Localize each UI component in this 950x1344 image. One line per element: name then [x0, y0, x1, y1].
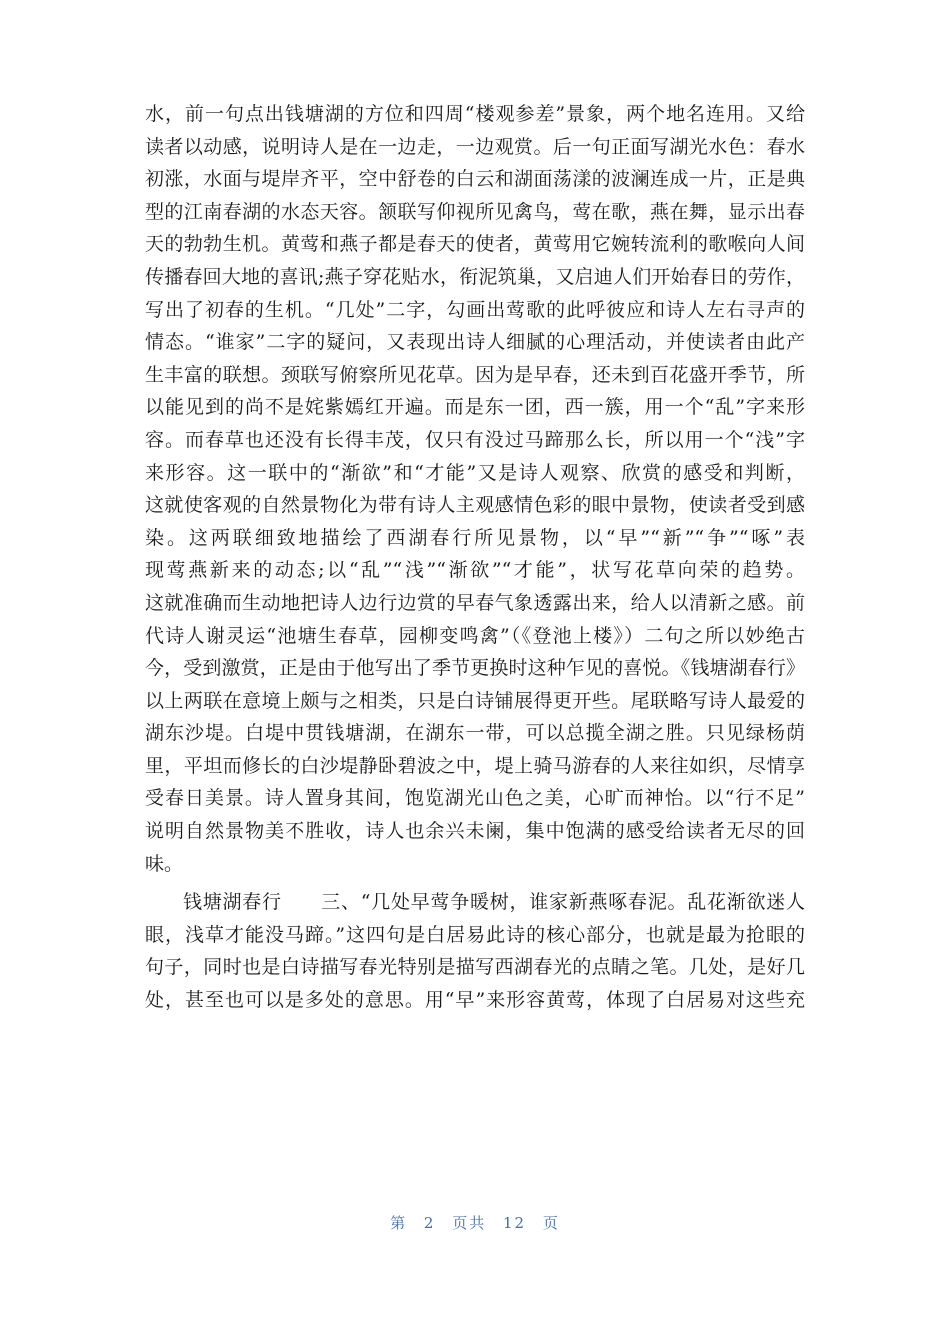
text-line: 情态。“谁家”二字的疑问，又表现出诗人细腻的心理活动，并使读者由此产: [145, 331, 805, 354]
text-line: 句子，同时也是白诗描写春光特别是描写西湖春光的点睛之笔。几处，是好几: [145, 956, 805, 979]
text-line: 以上两联在意境上颇与之相类，只是白诗铺展得更开些。尾联略写诗人最爱的: [145, 689, 805, 712]
text-line: 染。这两联细致地描绘了西湖春行所见景物，以“早”“新”“争”“啄”表: [145, 526, 805, 549]
text-line: 现莺燕新来的动态;以“乱”“浅”“渐欲”“才能”，状写花草向荣的趋势。: [145, 559, 805, 582]
current-page-number: 2: [423, 1214, 436, 1232]
text-line: 来形容。这一联中的“渐欲”和“才能”又是诗人观察、欣赏的感受和判断，: [145, 461, 805, 484]
text-line: 受春日美景。诗人置身其间，饱览湖光山色之美，心旷而神怡。以“行不足”: [145, 787, 805, 810]
text-line: 读者以动感，说明诗人是在一边走，一边观赏。后一句正面写湖光水色：春水: [145, 135, 805, 158]
text-line: 处，甚至也可以是多处的意思。用“早”来形容黄莺，体现了白居易对这些充: [145, 989, 805, 1012]
text-line: 眼，浅草才能没马蹄。”这四句是白居易此诗的核心部分，也就是最为抢眼的: [145, 923, 805, 946]
total-pages-number: 12: [503, 1214, 527, 1232]
text-line: 写出了初春的生机。“几处”二字，勾画出莺歌的此呼彼应和诗人左右寻声的: [145, 298, 805, 321]
text-line: 说明自然景物美不胜收，诗人也余兴未阑，集中饱满的感受给读者无尽的回: [145, 820, 805, 843]
paragraph-2: [145, 886, 805, 1016]
text-line: 代诗人谢灵运“池塘生春草，园柳变鸣禽”（《登池上楼》）二句之所以妙绝古: [145, 624, 805, 647]
text-line: 型的江南春湖的水态天容。颔联写仰视所见禽鸟，莺在歌，燕在舞，显示出春: [145, 200, 805, 223]
footer-label-pages: 页: [542, 1214, 560, 1232]
text-line: 传播春回大地的喜讯;燕子穿花贴水，衔泥筑巢，又启迪人们开始春日的劳作，: [145, 265, 805, 288]
text-line: 天的勃勃生机。黄莺和燕子都是春天的使者，黄莺用它婉转流利的歌喉向人间: [145, 233, 805, 256]
footer-label-page: 第: [390, 1214, 408, 1232]
text-line: 里，平坦而修长的白沙堤静卧碧波之中，堤上骑马游春的人来往如织，尽情享: [145, 754, 805, 777]
text-line: 这就使客观的自然景物化为带有诗人主观感情色彩的眼中景物，使读者受到感: [145, 494, 805, 517]
body-text: [145, 98, 805, 1017]
footer-label-of: 页共: [452, 1214, 487, 1232]
text-line: 生丰富的联想。颈联写俯察所见花草。因为是早春，还未到百花盛开季节，所: [145, 363, 805, 386]
text-line: 湖东沙堤。白堤中贯钱塘湖，在湖东一带，可以总揽全湖之胜。只见绿杨荫: [145, 722, 805, 745]
page-number-footer: [0, 1212, 950, 1233]
text-line: 以能见到的尚不是姹紫嫣红开遍。而是东一团，西一簇，用一个“乱”字来形: [145, 396, 805, 419]
text-line: 水，前一句点出钱塘湖的方位和四周“楼观参差”景象，两个地名连用。又给: [145, 103, 805, 125]
text-line: 这就准确而生动地把诗人边行边赏的早春气象透露出来，给人以清新之感。前: [145, 591, 805, 614]
text-line: 初涨，水面与堤岸齐平，空中舒卷的白云和湖面荡漾的波澜连成一片，正是典: [145, 168, 805, 191]
text-line: 味。: [145, 852, 184, 875]
text-line: 容。而春草也还没有长得丰茂，仅只有没过马蹄那么长，所以用一个“浅”字: [145, 428, 805, 451]
text-line: 今，受到激赏，正是由于他写出了季节更换时这种乍见的喜悦。《钱塘湖春行》: [145, 657, 805, 680]
text-line: 钱塘湖春行 三、“几处早莺争暖树，谁家新燕啄春泥。乱花渐欲迷人: [183, 891, 805, 914]
paragraph-1: [145, 98, 805, 880]
